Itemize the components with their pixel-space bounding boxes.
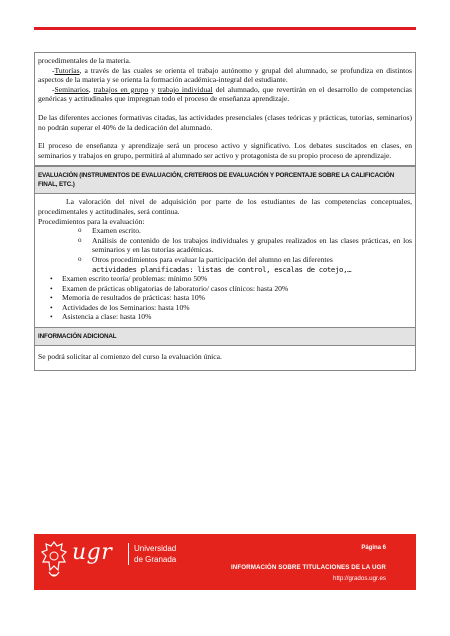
percentages-list: [38, 274, 412, 322]
bullet-icon: •: [50, 274, 53, 284]
seminarios-text: del alumnado, que revertirán en el desarrollo de competencias genéricas y actitudinales que impregnan todo el proceso de enseñanza aprendizaje.: [38, 84, 413, 104]
circle-bullet-icon: o: [78, 254, 82, 263]
presential-limit-paragraph: De las diferentes acciones formativas citadas, las actividades presenciales (clases teóricas y prácticas, tutorías, seminarios) no podrán superar el 40% de la dedicación del alumnado.: [38, 112, 412, 132]
bullet-icon: •: [50, 283, 53, 293]
guide-document: [34, 52, 416, 371]
active-process-paragraph: El proceso de enseñanza y aprendizaje será un proceso activo y significativo. Los debates suscitados en clases, en seminarios y trabajos en grupo, permitirá al alumnado ser activo y protagonista de su propio proceso de aprendizaje.: [38, 141, 412, 160]
university-name: Universidad de Granada: [128, 543, 176, 565]
footer-banner: [34, 534, 416, 590]
footer-url-link[interactable]: http://grados.ugr.es: [333, 575, 386, 582]
evaluation-intro: La valoración del nivel de adquisición por parte de los estudiantes de las competencias conceptuales, procedimentales y actitudinales, será continua.: [38, 197, 412, 216]
ugr-logotype: ugr: [72, 540, 113, 565]
trabajo-individual-label: trabajo individual: [157, 84, 213, 94]
evaluation-section: [35, 194, 415, 328]
procedures-continuation: actividades planificadas: listas de control, escalas de cotejo,…: [92, 264, 352, 274]
list-item: • Memoria de resultados de prácticas: hasta 10%: [50, 293, 205, 303]
additional-info-section: [35, 346, 415, 370]
additional-info-header: INFORMACIÓN ADICIONAL: [35, 328, 415, 346]
list-item: o Otros procedimientos para evaluar la participación del alumno en las diferentes actividades planificadas: listas de control, escalas de cotejo,…: [78, 254, 352, 274]
tutorias-text: , a través de las cuales se orienta el trabajo autónomo y grupal del alumnado, se profundiza en distintos aspectos de la materia y se orienta la formación académica-integral del estudiante.: [38, 65, 412, 85]
footer-info-title: INFORMACIÓN SOBRE TITULACIONES DE LA UGR: [230, 564, 386, 571]
circle-bullet-icon: o: [78, 235, 82, 244]
seminarios-label: Seminarios: [54, 84, 89, 94]
procedures-list: [38, 226, 412, 274]
list-item: • Actividades de los Seminarios: hasta 10%: [50, 302, 190, 312]
university-crest-icon: [40, 540, 68, 582]
list-item: o Examen escrito.: [78, 226, 141, 236]
bullet-icon: •: [50, 312, 53, 322]
seminarios-paragraph: -Seminarios, trabajos en grupo y trabajo individual del alumnado, que revertirán en el desarrollo de competencias genéricas y actitudinales que impregnan todo el proceso de enseñanza aprendizaje.: [38, 84, 413, 104]
tutorias-paragraph: -Tutorías, a través de las cuales se orienta el trabajo autónomo y grupal del alumnado, se profundiza en distintos aspectos de la materia y se orienta la formación académica-integral del estudiante.: [38, 65, 412, 85]
bullet-icon: •: [50, 302, 53, 312]
procedures-label: Procedimientos para la evaluación:: [38, 216, 145, 226]
additional-info-text: Se podrá solicitar al comienzo del curso la evaluación única.: [38, 352, 222, 362]
tutorias-label: Tutorías: [54, 65, 80, 75]
trabajos-grupo-label: trabajos en grupo: [93, 84, 149, 94]
list-item: • Asistencia a clase: hasta 10%: [50, 312, 152, 322]
list-item: • Examen escrito teoría/ problemas: mínimo 50%: [50, 274, 208, 284]
page-number: Página 6: [361, 545, 386, 551]
intro-line: procedimentales de la materia.: [38, 56, 131, 65]
evaluation-header: EVALUACIÓN (INSTRUMENTOS DE EVALUACIÓN, CRITERIOS DE EVALUACIÓN Y PORCENTAJE SOBRE LA CALIFICACIÓN FINAL, ETC.): [35, 166, 415, 194]
list-item: • Examen de prácticas obligatorias de laboratorio/ casos clínicos: hasta 20%: [50, 283, 289, 293]
methodology-section: [35, 53, 415, 166]
bullet-icon: •: [50, 293, 53, 303]
circle-bullet-icon: o: [78, 226, 82, 235]
list-item: o Análisis de contenido de los trabajos individuales y grupales realizados en las clases prácticas, en los seminarios y en las tutorías académicas.: [78, 235, 412, 255]
top-red-rule: [34, 27, 416, 30]
